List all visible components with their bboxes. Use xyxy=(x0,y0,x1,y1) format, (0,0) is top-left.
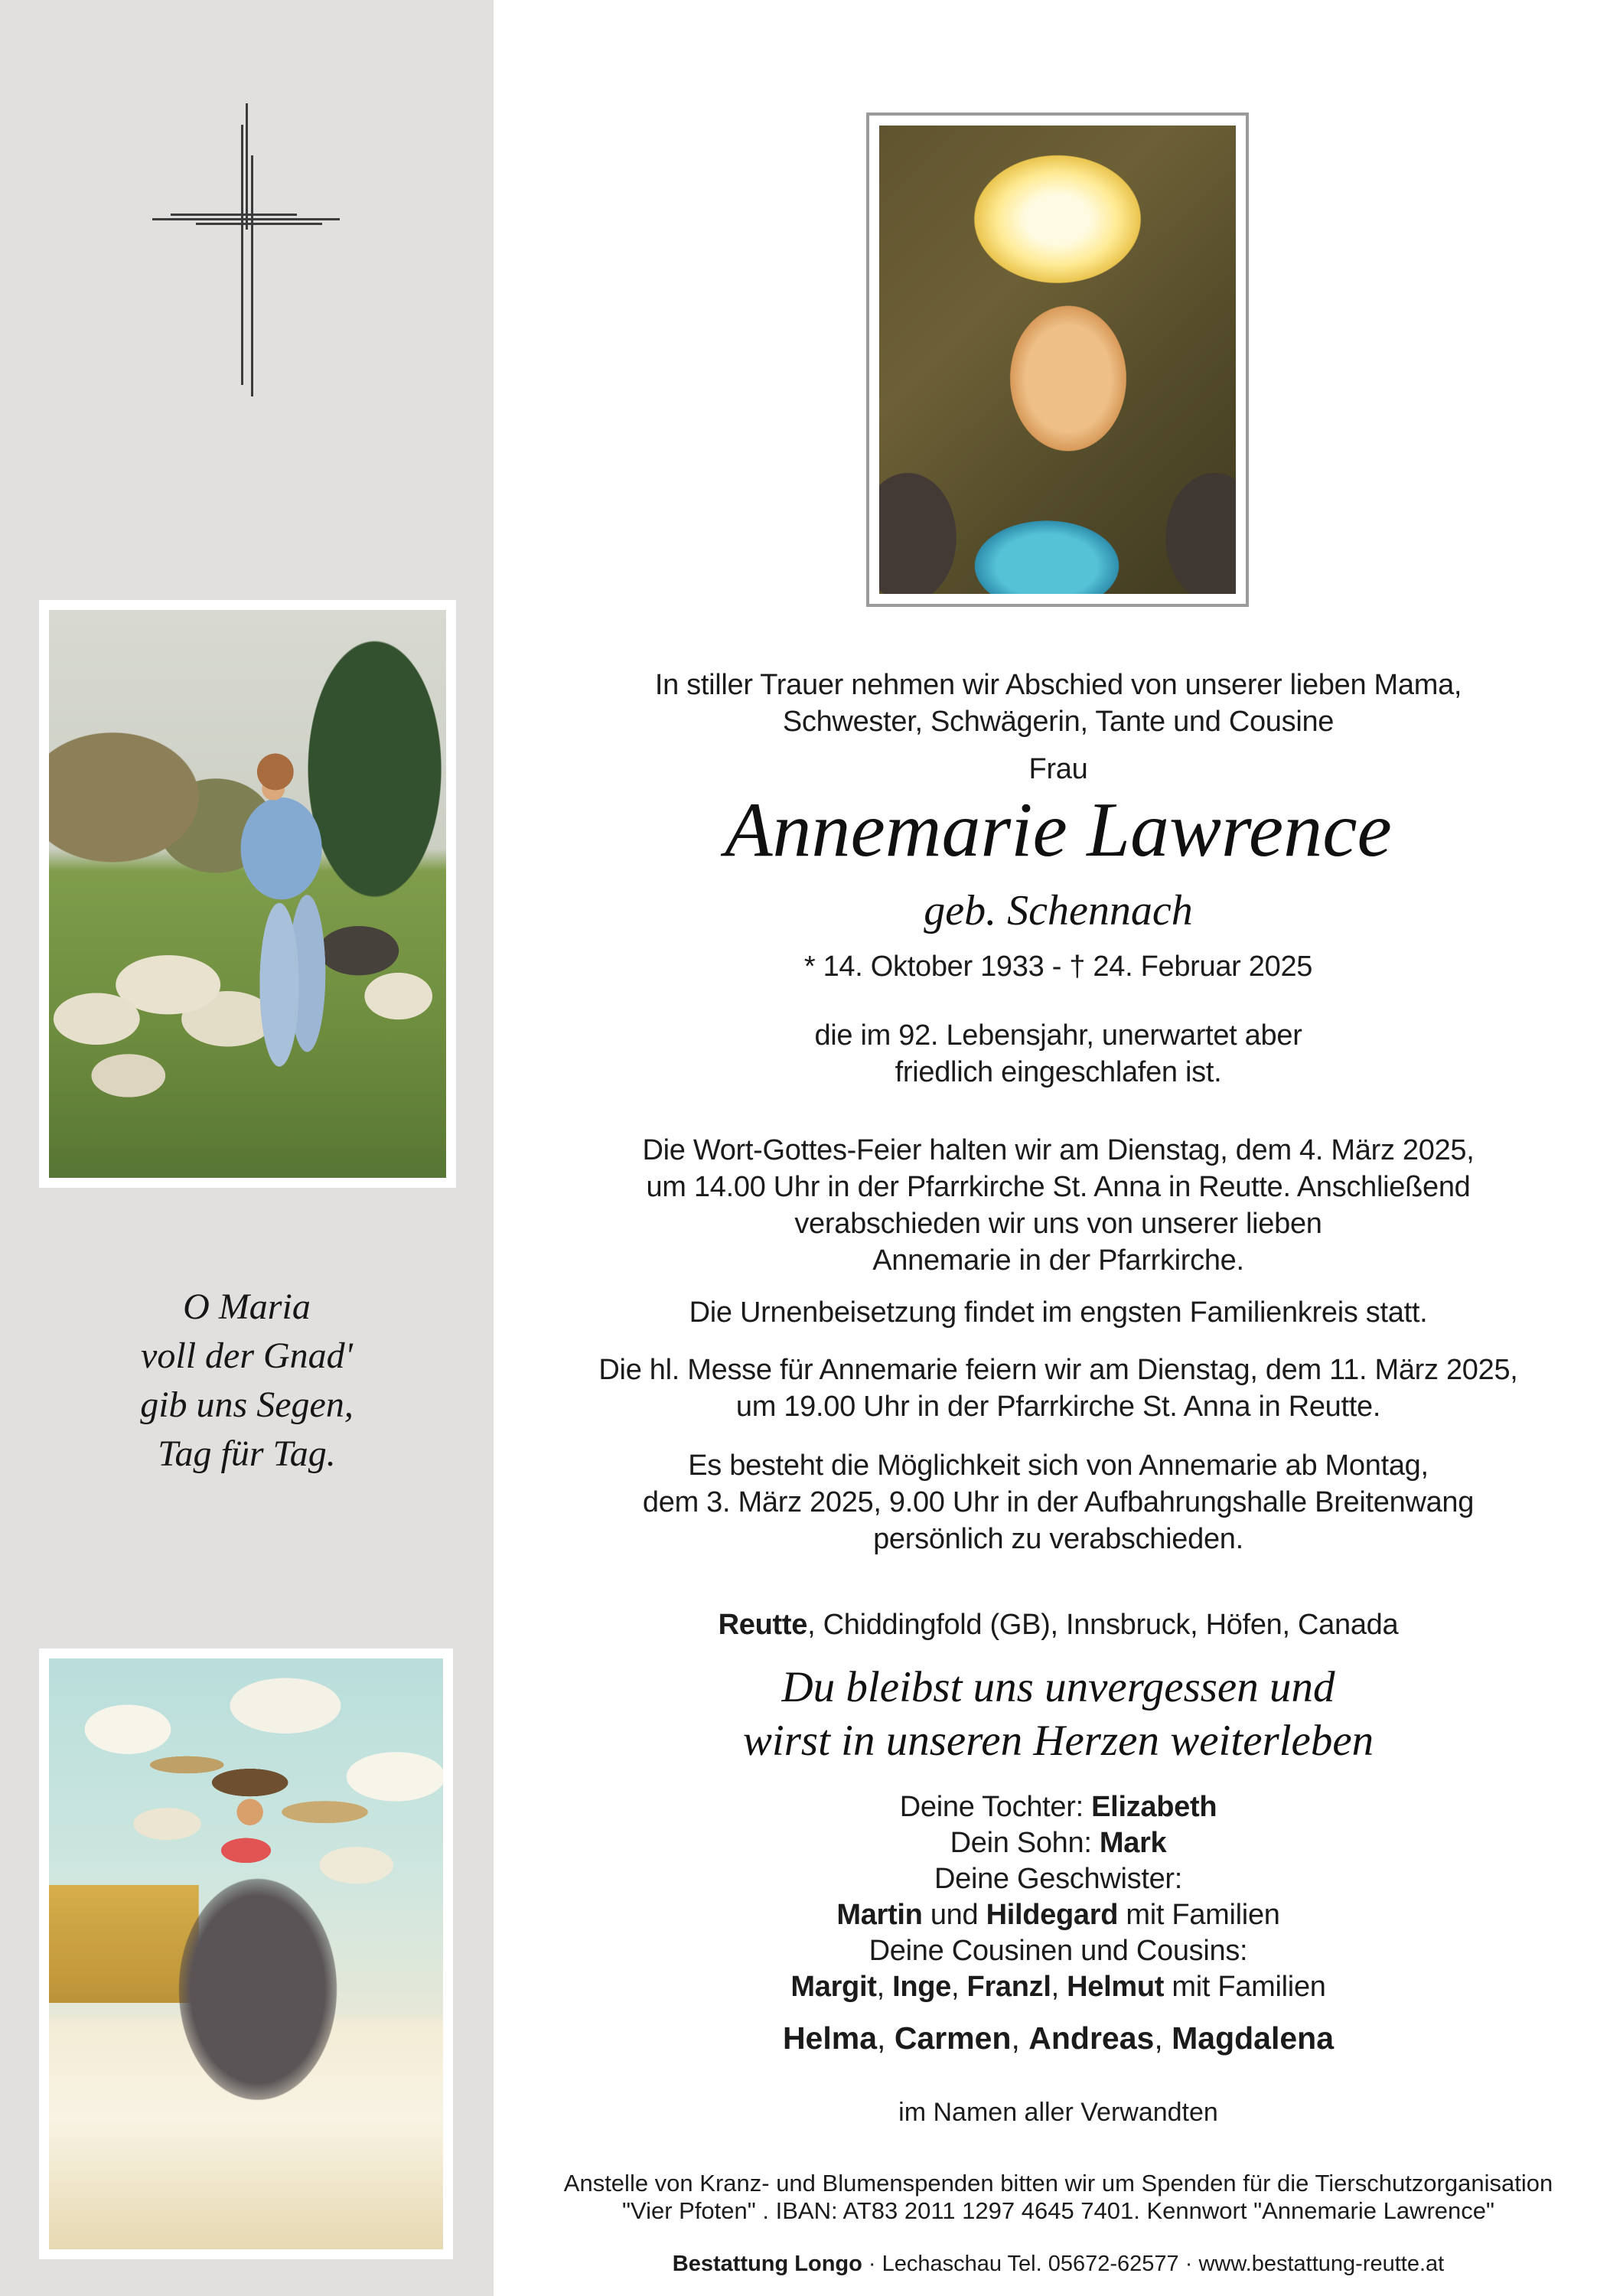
funeral-home-name: Bestattung Longo xyxy=(672,2252,862,2276)
sheep-photo xyxy=(39,600,456,1188)
viewing-line: dem 3. März 2025, 9.00 Uhr in der Aufbahrungshalle Breitenwang xyxy=(642,1486,1475,1518)
winter-photo-image xyxy=(49,1658,443,2249)
family-cousins: Margit, Inge, Franzl, Helmut mit Familien xyxy=(790,1971,1326,2003)
cross-line xyxy=(196,223,322,225)
family-friends: Helma, Carmen, Andreas, Magdalena xyxy=(782,2020,1335,2056)
salutation: Frau xyxy=(1028,753,1088,785)
cross-line xyxy=(152,218,340,220)
family-daughter: Deine Tochter: Elizabeth xyxy=(899,1791,1217,1823)
age-line: die im 92. Lebensjahr, unerwartet aber xyxy=(814,1019,1302,1052)
family-cousins-label: Deine Cousinen und Cousins: xyxy=(869,1935,1248,1967)
viewing-line: persönlich zu verabschieden. xyxy=(873,1523,1243,1555)
behalf-line: im Namen aller Verwandten xyxy=(898,2098,1218,2127)
donation-line: Anstelle von Kranz- und Blumenspenden bitten wir um Spenden für die Tierschutzorganisation xyxy=(563,2170,1553,2197)
farewell-quote xyxy=(494,1661,1623,1768)
cross-line xyxy=(251,155,253,396)
prayer-line: Tag für Tag. xyxy=(158,1433,336,1474)
mass-line: Die hl. Messe für Annemarie feiern wir am Dienstag, dem 11. März 2025, xyxy=(598,1354,1518,1386)
portrait-photo xyxy=(866,113,1249,607)
service-line: um 14.00 Uhr in der Pfarrkirche St. Anna in Reutte. Anschließend xyxy=(646,1171,1471,1203)
viewing-info xyxy=(494,1447,1623,1557)
viewing-line: Es besteht die Möglichkeit sich von Annemarie ab Montag, xyxy=(688,1450,1429,1482)
family-siblings: Martin und Hildegard mit Familien xyxy=(836,1899,1280,1931)
intro-line: In stiller Trauer nehmen wir Abschied von unserer lieben Mama, xyxy=(654,669,1462,701)
donation-line: "Vier Pfoten" . IBAN: AT83 2011 1297 4645 7401. Kennwort "Annemarie Lawrence" xyxy=(621,2197,1495,2224)
family-siblings-label: Deine Geschwister: xyxy=(934,1863,1183,1895)
quote-line: Du bleibst uns unvergessen und xyxy=(781,1663,1335,1711)
family-son: Dein Sohn: Mark xyxy=(950,1827,1167,1859)
winter-photo xyxy=(39,1649,453,2259)
maiden-name: geb. Schennach xyxy=(924,887,1193,934)
quote-line: wirst in unseren Herzen weiterleben xyxy=(742,1717,1374,1765)
places-line xyxy=(494,1606,1623,1643)
service-line: Annemarie in der Pfarrkirche. xyxy=(872,1244,1244,1277)
urn-info: Die Urnenbeisetzung findet im engsten Familienkreis statt. xyxy=(689,1296,1428,1329)
mass-info xyxy=(494,1352,1623,1425)
sidebar xyxy=(0,0,494,2296)
service-line: verabschieden wir uns von unserer lieben xyxy=(794,1208,1322,1240)
intro-text xyxy=(494,667,1623,740)
mass-line: um 19.00 Uhr in der Pfarrkirche St. Anna in Reutte. xyxy=(735,1391,1381,1423)
cross-line xyxy=(241,125,243,385)
service-info xyxy=(494,1132,1623,1279)
sheep-photo-image xyxy=(49,610,446,1178)
family-list xyxy=(494,1789,1623,2005)
cross-line xyxy=(171,214,297,216)
prayer-line: voll der Gnad' xyxy=(141,1336,353,1376)
places-rest: , Chiddingfold (GB), Innsbruck, Höfen, Canada xyxy=(807,1609,1399,1641)
service-line: Die Wort-Gottes-Feier halten wir am Dienstag, dem 4. März 2025, xyxy=(642,1134,1475,1166)
main-content xyxy=(494,0,1623,2296)
portrait-photo-image xyxy=(879,126,1236,594)
intro-line: Schwester, Schwägerin, Tante und Cousine xyxy=(782,706,1335,738)
funeral-home-footer xyxy=(494,2250,1623,2278)
donation-note xyxy=(494,2170,1623,2225)
cross-line xyxy=(246,103,248,230)
age-text xyxy=(494,1017,1623,1091)
prayer-line: O Maria xyxy=(183,1287,311,1327)
places-home-town: Reutte xyxy=(718,1609,808,1641)
funeral-home-contact: · Lechaschau Tel. 05672-62577 · www.bestattung-reutte.at xyxy=(862,2252,1445,2276)
prayer-line: gib uns Segen, xyxy=(140,1384,354,1425)
age-line: friedlich eingeschlafen ist. xyxy=(895,1056,1222,1088)
deceased-name: Annemarie Lawrence xyxy=(725,787,1392,873)
prayer-text xyxy=(0,1283,494,1479)
life-dates: * 14. Oktober 1933 - † 24. Februar 2025 xyxy=(803,951,1313,983)
